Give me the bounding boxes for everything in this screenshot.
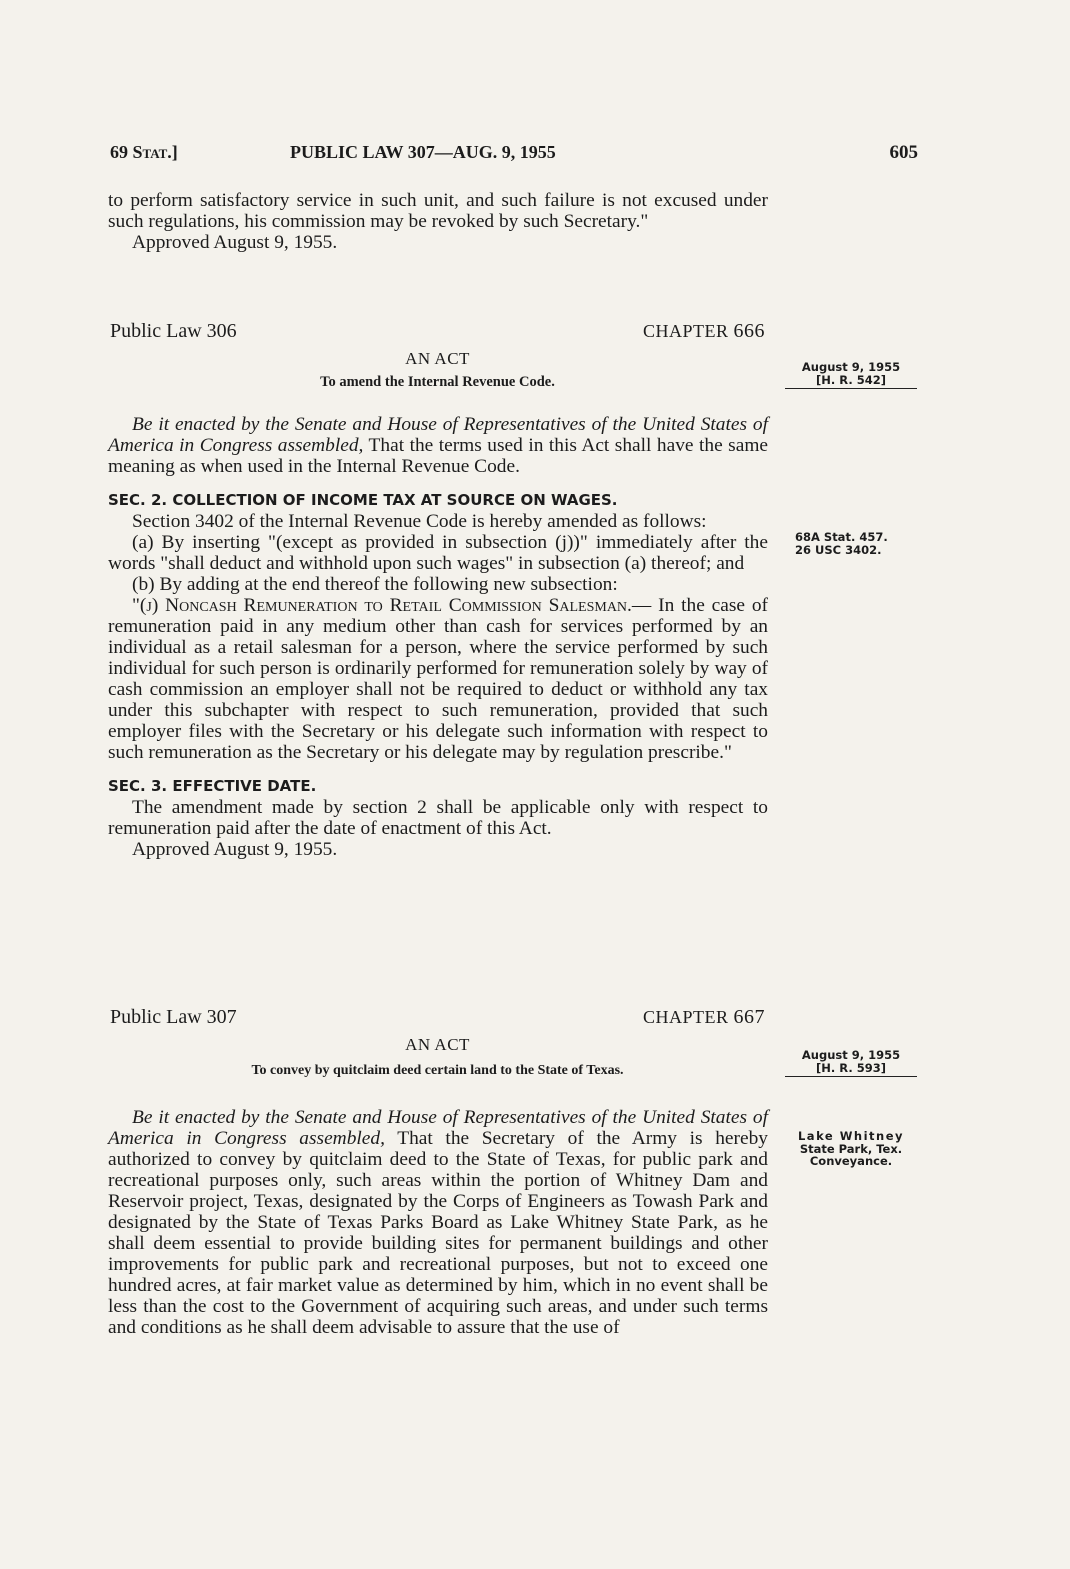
law306-enacting xyxy=(108,414,768,477)
law307-note-3: Conveyance. xyxy=(809,1154,893,1168)
law307-chapter-number: 667 xyxy=(733,1006,765,1028)
law306-item-j xyxy=(108,595,768,763)
law306-sec2-margin-note xyxy=(787,531,927,556)
header-title: PUBLIC LAW 307—AUG. 9, 1955 xyxy=(290,142,556,162)
carryover-block xyxy=(108,190,768,253)
law306-item-j-text: In the case of remuneration paid in any medium other than cash for services performed by an individual as a retail salesman for a person, where the service performed by such individual for such person is ordinarily performed for remuneration solely by way of cash commission an employer shall not be required to deduct or withhold any tax under this subchapter with respect to such remuneration, provided that such employer files with the Secretary or his delegate such information with respect to such remuneration as the Secretary or his delegate may by regulation prescribe." xyxy=(108,595,769,763)
law306-sec2-note-2: 26 USC 3402. xyxy=(795,542,882,557)
law306-item-b: (b) By adding at the end thereof the following new subsection: xyxy=(132,574,618,595)
law307-public-law: Public Law 307 xyxy=(110,1006,237,1028)
page-number: 605 xyxy=(889,142,918,163)
law306-sec2-note-1: 68A Stat. 457. xyxy=(795,530,888,544)
law306-margin-bill: [H. R. 542] xyxy=(816,372,886,387)
law306-sec2-text: Section 3402 of the Internal Revenue Code is hereby amended as follows: xyxy=(132,511,707,532)
running-header xyxy=(110,142,918,170)
law306-sec3-text: The amendment made by section 2 shall be applicable only with respect to remuneration paid after the date of enactment of this Act. xyxy=(108,797,768,839)
law306-an-act: AN ACT xyxy=(405,349,470,368)
law307-subject-note xyxy=(780,1130,922,1168)
law306-heading-row xyxy=(110,320,765,348)
law306-approved: Approved August 9, 1955. xyxy=(132,839,338,860)
carryover-text: to perform satisfactory service in such unit, and such failure is not excused under such regulations, his commission may be revoked by such Secretary." xyxy=(108,190,768,232)
law307-margin-bill: [H. R. 593] xyxy=(816,1060,886,1075)
law307-margin-date: August 9, 1955 xyxy=(801,1048,901,1062)
law306-margin-note xyxy=(785,361,917,389)
law306-margin-date: August 9, 1955 xyxy=(801,360,901,374)
law307-purpose: To convey by quitclaim deed certain land to the State of Texas. xyxy=(251,1063,624,1078)
law306-enacting-clause: Be it enacted by the Senate and House of Representatives of the United States of America in Congress assembled, xyxy=(108,414,768,456)
law307-note-1: Lake Whitney xyxy=(797,1129,905,1143)
law307-enacting-clause: Be it enacted by the Senate and House of Representatives of the United States of America in Congress assembled, xyxy=(108,1107,768,1149)
law307-enacting-rest: That the Secretary of the Army is hereby authorized to convey by quitclaim deed to the State of Texas, for public park and recreational purposes only, such areas within the portion of Whitney Dam and Reservoir project, Texas, designated by the Corps of Engineers as Towash Park and designated by the State of Texas Parks Board as Lake Whitney State Park, as he shall deem essential to provide building sites for permanent buildings and other improvements for public park and recreational purposes, but not to exceed one hundred acres, at fair market value as determined by him, which in no event shall be less than the cost to the Government of acquiring such areas, and under such terms and conditions as he shall deem advisable to assure that the use of xyxy=(108,1128,768,1338)
law306-enacting-rest: That the terms used in this Act shall have the same meaning as when used in the Internal Revenue Code. xyxy=(108,435,769,477)
law306-sec3-heading: SEC. 3. EFFECTIVE DATE. xyxy=(108,777,317,795)
law307-chapter-label: CHAPTER xyxy=(642,1007,729,1027)
law306-chapter-number: 666 xyxy=(733,320,765,342)
law306-item-j-heading: "(j) Noncash Remuneration to Retail Commission Salesman.— xyxy=(132,595,652,616)
law306-item-a: (a) By inserting "(except as provided in subsection (j))" immediately after the words "shall deduct and withhold upon such wages" in subsection (a) thereof; and xyxy=(108,532,768,574)
law307-chapter xyxy=(643,1006,765,1029)
law307-body xyxy=(108,1107,768,1338)
law306-public-law: Public Law 306 xyxy=(110,320,237,342)
law307-heading-row xyxy=(110,1006,765,1034)
volume-reference: 69 Stat.] xyxy=(110,142,178,162)
law307-enacting xyxy=(108,1107,768,1338)
law306-chapter-label: CHAPTER xyxy=(642,321,729,341)
law306-purpose: To amend the Internal Revenue Code. xyxy=(320,374,555,390)
law306-sec2-heading: SEC. 2. COLLECTION OF INCOME TAX AT SOURCE ON WAGES. xyxy=(108,491,618,509)
law306-body xyxy=(108,414,768,860)
law307-margin-note xyxy=(785,1049,917,1077)
carryover-approved: Approved August 9, 1955. xyxy=(132,232,338,253)
law307-note-2: State Park, Tex. xyxy=(799,1141,903,1156)
law306-chapter xyxy=(643,320,765,343)
law307-an-act: AN ACT xyxy=(405,1035,470,1054)
